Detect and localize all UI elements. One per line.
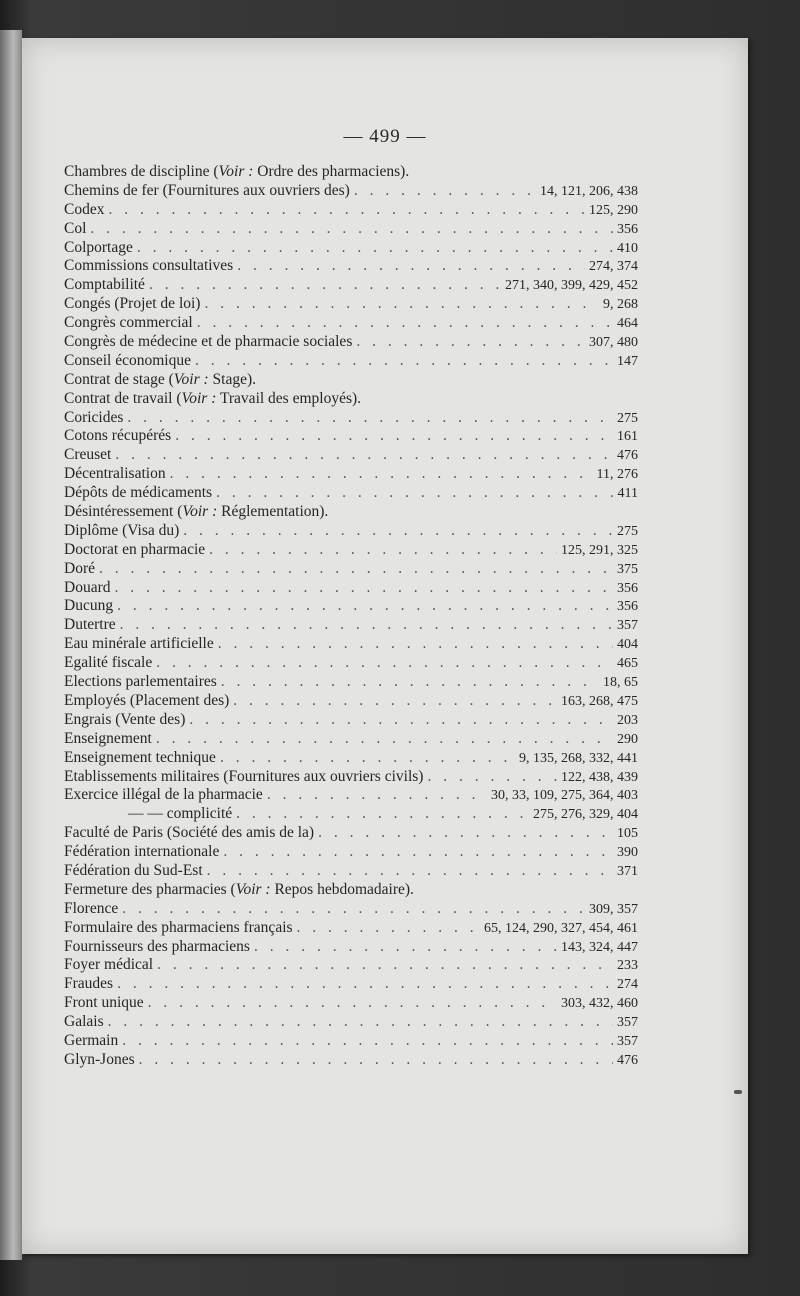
voir-reference: Voir : <box>235 880 271 898</box>
entry-term: Galais <box>64 1013 104 1031</box>
entry-term: Fournisseurs des pharmaciens <box>64 937 250 955</box>
dot-leader <box>318 824 613 843</box>
index-entry <box>64 503 638 522</box>
entry-term: Ducung <box>64 597 114 615</box>
entry-pages: 357 <box>617 618 638 634</box>
dot-leader <box>189 711 613 730</box>
index-entry <box>64 597 638 616</box>
entry-term: Fermeture des pharmacies (Voir : Repos hebdomadaire). <box>64 880 414 898</box>
index-list <box>64 163 638 1070</box>
entry-pages: 147 <box>617 353 638 369</box>
entry-pages: 411 <box>617 486 638 502</box>
index-entry <box>64 446 638 465</box>
index-entry <box>64 579 638 598</box>
dot-leader <box>148 994 557 1013</box>
dot-leader <box>117 597 613 616</box>
dot-leader <box>90 220 613 239</box>
index-entry <box>64 768 638 787</box>
entry-pages: 465 <box>617 656 638 672</box>
dot-leader <box>218 635 613 654</box>
dot-leader <box>221 673 599 692</box>
page-mark <box>734 1090 742 1094</box>
index-entry <box>64 163 638 182</box>
entry-pages: 357 <box>617 1015 638 1031</box>
voir-reference: Voir : <box>218 163 254 180</box>
voir-reference: Voir : <box>173 370 209 388</box>
entry-term: Exercice illégal de la pharmacie <box>64 786 263 804</box>
index-entry <box>64 239 638 258</box>
index-entry <box>64 938 638 957</box>
index-entry <box>64 805 638 824</box>
dot-leader <box>183 522 613 541</box>
entry-term: Foyer médical <box>64 956 154 974</box>
index-entry <box>64 673 638 692</box>
index-entry <box>64 1051 638 1070</box>
index-entry <box>64 616 638 635</box>
dot-leader <box>195 352 613 371</box>
entry-pages: 356 <box>617 599 638 615</box>
dot-leader <box>117 975 613 994</box>
index-entry <box>64 201 638 220</box>
entry-term: Fédération du Sud-Est <box>64 861 203 879</box>
dot-leader <box>170 465 593 484</box>
entry-term: Commissions consultatives <box>64 257 234 275</box>
index-entry <box>64 484 638 503</box>
index-entry <box>64 371 638 390</box>
index-entry <box>64 635 638 654</box>
entry-term: Coricides <box>64 408 124 426</box>
entry-pages: 274 <box>617 977 638 993</box>
index-entry <box>64 257 638 276</box>
entry-pages: 125, 290 <box>589 202 638 218</box>
index-entry <box>64 692 638 711</box>
dot-leader <box>115 446 613 465</box>
voir-reference: Voir : <box>181 389 217 407</box>
entry-pages: 275 <box>617 410 638 426</box>
entry-pages: 464 <box>617 316 638 332</box>
dot-leader <box>137 239 613 258</box>
entry-term: Germain <box>64 1031 119 1049</box>
entry-term: Contrat de stage (Voir : Stage). <box>64 370 256 388</box>
dot-leader <box>108 201 585 220</box>
entry-term: Employés (Placement des) <box>64 691 230 709</box>
entry-pages: 122, 438, 439 <box>561 769 638 785</box>
dot-leader <box>99 560 613 579</box>
entry-term: Congés (Projet de loi) <box>64 295 201 313</box>
entry-term: Creuset <box>64 446 112 464</box>
index-entry <box>64 352 638 371</box>
entry-term: Eau minérale artificielle <box>64 635 214 653</box>
entry-pages: 30, 33, 109, 275, 364, 403 <box>491 788 638 804</box>
index-entry <box>64 427 638 446</box>
dot-leader <box>156 730 613 749</box>
entry-term: Col <box>64 219 87 237</box>
entry-pages: 125, 291, 325 <box>561 542 638 558</box>
entry-term: Egalité fiscale <box>64 654 153 672</box>
index-entry <box>64 390 638 409</box>
dot-leader <box>209 541 557 560</box>
index-entry <box>64 522 638 541</box>
entry-term: Enseignement <box>64 729 152 747</box>
entry-term: Contrat de travail (Voir : Travail des employés). <box>64 389 362 407</box>
entry-pages: 14, 121, 206, 438 <box>540 183 638 199</box>
dot-leader <box>236 805 529 824</box>
entry-term: Enseignement technique <box>64 748 216 766</box>
entry-pages: 476 <box>617 448 638 464</box>
index-entry <box>64 541 638 560</box>
page-number: — 499 — <box>343 126 427 147</box>
dot-leader <box>237 257 585 276</box>
entry-pages: 233 <box>617 958 638 974</box>
index-entry <box>64 862 638 881</box>
entry-pages: 9, 135, 268, 332, 441 <box>519 750 638 766</box>
index-entry <box>64 994 638 1013</box>
entry-pages: 356 <box>617 221 638 237</box>
dot-leader <box>175 427 613 446</box>
dot-leader <box>204 295 599 314</box>
entry-term: Chemins de fer (Fournitures aux ouvriers des) <box>64 181 350 199</box>
entry-term: Congrès commercial <box>64 314 193 332</box>
entry-term: Florence <box>64 899 119 917</box>
index-entry <box>64 749 638 768</box>
entry-term: Elections parlementaires <box>64 673 217 691</box>
entry-term: Cotons récupérés <box>64 427 172 445</box>
index-entry <box>64 1013 638 1032</box>
entry-term: Glyn-Jones <box>64 1050 135 1068</box>
entry-pages: 161 <box>617 429 638 445</box>
index-entry <box>64 1032 638 1051</box>
dot-leader <box>297 919 480 938</box>
entry-term: Front unique <box>64 994 144 1012</box>
index-entry <box>64 843 638 862</box>
index-entry <box>64 824 638 843</box>
entry-term: Engrais (Vente des) <box>64 710 186 728</box>
entry-pages: 105 <box>617 826 638 842</box>
entry-term: Douard <box>64 578 111 596</box>
index-entry <box>64 975 638 994</box>
dot-leader <box>122 900 585 919</box>
index-entry <box>64 711 638 730</box>
entry-pages: 290 <box>617 731 638 747</box>
voir-reference: Voir : <box>182 503 218 521</box>
entry-pages: 375 <box>617 561 638 577</box>
entry-pages: 390 <box>617 845 638 861</box>
entry-pages: 274, 374 <box>589 259 638 275</box>
dot-leader <box>127 409 613 428</box>
entry-term: Fédération internationale <box>64 843 220 861</box>
entry-pages: 271, 340, 399, 429, 452 <box>505 278 638 294</box>
entry-term: Doctorat en pharmacie <box>64 540 206 558</box>
entry-term: Diplôme (Visa du) <box>64 521 180 539</box>
index-entry <box>64 881 638 900</box>
index-entry <box>64 654 638 673</box>
entry-pages: 11, 276 <box>596 467 638 483</box>
dot-leader <box>267 786 487 805</box>
entry-term: Décentralisation <box>64 465 166 483</box>
entry-pages: 143, 324, 447 <box>561 939 638 955</box>
dot-leader <box>220 749 515 768</box>
entry-term: Dépôts de médicaments <box>64 484 213 502</box>
index-entry <box>64 220 638 239</box>
index-entry <box>64 900 638 919</box>
entry-term: Doré <box>64 559 95 577</box>
entry-pages: 476 <box>617 1052 638 1068</box>
index-entry <box>64 182 638 201</box>
index-entry <box>64 276 638 295</box>
index-entry <box>64 919 638 938</box>
entry-term: Chambres de discipline (Voir : Ordre des pharmaciens). <box>64 163 410 180</box>
index-entry <box>64 786 638 805</box>
entry-pages: 357 <box>617 1033 638 1049</box>
entry-pages: 163, 268, 475 <box>561 693 638 709</box>
entry-pages: 303, 432, 460 <box>561 996 638 1012</box>
entry-term: Fraudes <box>64 975 114 993</box>
entry-pages: 410 <box>617 240 638 256</box>
dot-leader <box>356 333 585 352</box>
entry-term: Désintéressement (Voir : Réglementation). <box>64 503 329 521</box>
dot-leader <box>156 654 613 673</box>
dot-leader <box>115 579 614 598</box>
entry-pages: 203 <box>617 712 638 728</box>
entry-term: Dutertre <box>64 616 116 634</box>
dot-leader <box>197 314 613 333</box>
entry-pages: 309, 357 <box>589 901 638 917</box>
entry-pages: 356 <box>617 580 638 596</box>
entry-pages: 404 <box>617 637 638 653</box>
index-entry <box>64 730 638 749</box>
entry-term: Etablissements militaires (Fournitures aux ouvriers civils) <box>64 767 424 785</box>
dot-leader <box>139 1051 613 1070</box>
book-page <box>22 38 748 1254</box>
dot-leader <box>254 938 557 957</box>
dot-leader <box>122 1032 613 1051</box>
entry-pages: 275 <box>617 523 638 539</box>
dot-leader <box>108 1013 613 1032</box>
index-entry <box>64 956 638 975</box>
entry-pages: 307, 480 <box>589 335 638 351</box>
entry-pages: 18, 65 <box>603 675 638 691</box>
entry-term: Comptabilité <box>64 276 145 294</box>
dot-leader <box>233 692 557 711</box>
entry-pages: 9, 268 <box>603 297 638 313</box>
entry-pages: 65, 124, 290, 327, 454, 461 <box>484 920 638 936</box>
previous-page-edge <box>0 30 22 1260</box>
index-entry <box>64 560 638 579</box>
entry-term: Faculté de Paris (Société des amis de la) <box>64 824 315 842</box>
index-entry <box>64 465 638 484</box>
entry-pages: 275, 276, 329, 404 <box>533 807 638 823</box>
index-entry <box>64 295 638 314</box>
entry-term: Conseil économique <box>64 351 191 369</box>
entry-term: Congrès de médecine et de pharmacie sociales <box>64 333 353 351</box>
dot-leader <box>216 484 613 503</box>
index-entry <box>64 314 638 333</box>
entry-term: Formulaire des pharmaciens français <box>64 918 293 936</box>
dot-leader <box>120 616 613 635</box>
dot-leader <box>207 862 613 881</box>
dot-leader <box>157 956 613 975</box>
index-entry <box>64 409 638 428</box>
dot-leader <box>354 182 536 201</box>
entry-term: Colportage <box>64 238 133 256</box>
index-entry <box>64 333 638 352</box>
entry-pages: 371 <box>617 863 638 879</box>
entry-term: Codex <box>64 200 105 218</box>
dot-leader <box>427 768 557 787</box>
dot-leader <box>223 843 613 862</box>
entry-term: — — complicité <box>128 805 233 823</box>
dot-leader <box>149 276 501 295</box>
